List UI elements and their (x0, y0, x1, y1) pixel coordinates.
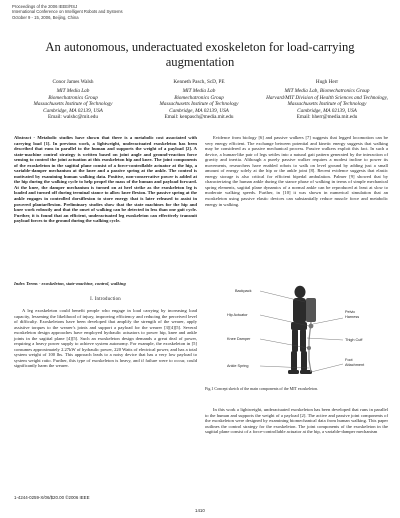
author-email: Email: walshc@mit.edu (47, 114, 98, 121)
author-name: Conor James Walsh (52, 79, 94, 85)
proceedings-header (12, 4, 123, 20)
intro-paragraph: A leg exoskeleton could benefit people who engage in load carrying by increasing load capacity, lessening the likelihood of injury, improving efficiency and reducing the perceived level of difficulty. Exoskeletons have been developed that amplify the strength of the wearer, apply assistive torques to the wearer's joints and support a payload for the wearer [3][4][5]. Several exoskeleton design approaches have employed hydraulic actuators to power hip, knee and ankle joints in the sagittal plane [4][5]. Such an exoskeleton design demands a great deal of power, requiring a heavy power supply to achieve system autonomy. For example, the exoskeleton in [5] consumes approximately 2.27kW of hydraulic power, 220 Watts of electrical power, and has a total system weight of 100 lbs. This approach leads to a noisy device that has a very low payload to system weight ratio. Further, this type of exoskeleton is heavy, and if failure were to occur, could significantly harm the wearer. (14, 308, 197, 369)
label-pelvic-harness-1: Pelvic (345, 310, 356, 314)
author-affiliation: Massachusetts Institute of Technology (33, 101, 113, 108)
label-backpack: Backpack (235, 289, 252, 293)
author-block (262, 79, 392, 120)
author-affiliation: Biomechatronics Group (48, 94, 98, 101)
author-email: Email: hherr@media.mit.edu (296, 114, 358, 121)
author-affiliation: Harvard/MIT Division of Health Sciences and Technology, (266, 94, 388, 101)
author-email: Email: kenpasch@media.mit.edu (164, 114, 234, 121)
author-affiliation: MIT Media Lab, Biomechatronics Group (284, 88, 370, 95)
author-affiliation: Cambridge, MA 02139, USA (43, 107, 103, 114)
backpack-shape (306, 298, 316, 322)
index-terms: Index Terms - exoskeleton, state-machine, control, walking (14, 281, 126, 286)
author-name: Hugh Herr (315, 79, 339, 85)
author-affiliation: Biomechatronics Group (174, 94, 224, 101)
label-foot-attachment-1: Foot (345, 358, 353, 362)
figure-caption: Fig.1 Concept sketch of the main components of the MIT exoskeleton. (205, 386, 319, 391)
author-block (140, 79, 258, 120)
label-foot-attachment-2: Attachment (345, 363, 365, 367)
proceedings-line: October 9 - 15, 2006, Beijing, China (12, 14, 79, 20)
page-number: 1410 (195, 508, 205, 513)
author-block (14, 79, 132, 120)
proceedings-line: Proceedings of the 2006 IEEE/RSJ (12, 4, 78, 9)
body-paragraph: In this work a lightweight, underactuated exoskeleton has been developed that runs in parallel to the human and supports the weight of a payload [2]. The active and passive joint components of the exoskeleton were designed by examining biomechanical data from human walking. This paper outlines the control strategy for the exoskeleton. The joint components of the exoskeleton in the sagittal plane consist of a force-controllable actuator at the hip, a variable-damper mechanism (205, 407, 388, 435)
author-affiliation: MIT Media Lab (182, 88, 216, 95)
author-affiliation: Cambridge, MA 02139, USA (297, 107, 357, 114)
hip-actuator-shape (309, 324, 314, 329)
label-thigh-cuff: Thigh Cuff (345, 338, 363, 342)
label-pelvic-harness-2: Harness (345, 315, 360, 319)
paper-title: An autonomous, underactuated exoskeleton for load-carrying augmentation (45, 40, 355, 69)
section-heading: I. Introduction (90, 297, 121, 302)
label-ankle-spring: Ankle Spring (227, 364, 249, 368)
exoskeleton-sketch (205, 282, 388, 382)
author-name: Kenneth Pasch, ScD, PE (173, 79, 225, 85)
author-affiliation: Massachusetts Institute of Technology (159, 101, 239, 108)
author-affiliation: Massachusetts Institute of Technology (287, 101, 367, 108)
abstract: Abstract - Metabolic studies have shown that there is a metabolic cost associated with carrying load [1]. In previous work, a lightweight, underactuated exoskeleton has been described that runs in parallel to the human and supports the weight of a payload [2]. A state-machine control strategy is written based on joint angle and ground-reaction force sensing to control the joint actuation at this exoskeleton hip and knee. The joint components of the exoskeleton in the sagittal plane consist of a force-controllable actuator at the hip, a variable-damper mechanism at the knee and a passive spring at the ankle. The control is motivated by examining human walking data. Positive, non-conservative power is added at the hip during the walking cycle to help propel the mass of the human and payload forward. At the knee, the damper mechanism is turned on at heel strike as the exoskeleton leg is loaded and turned off during terminal stance to allow knee flexion. The passive spring at the ankle engages in controlled dorsiflexion to store energy that is later released to assist in powered plantarflexion. Preliminary studies show that the state machines for the hip and knee work robustly and that the onset of walking can be detected in less than one gait cycle. Further, it is found that an efficient, underactuated leg exoskeleton can effectively transmit payload forces to the ground during the walking cycle. (14, 135, 197, 224)
label-hip-actuator: Hip Actuator (227, 313, 248, 317)
footer-code: 1-4244-0259-X/06/$20.00 ©2006 IEEE (14, 495, 90, 500)
author-affiliation: MIT Media Lab (56, 88, 90, 95)
figure-1 (205, 282, 388, 382)
proceedings-line: International Conference on Intelligent Robots and Systems (12, 9, 123, 15)
label-knee-damper: Knee Damper (227, 337, 251, 341)
body-paragraph: Evidence from biology [6] and passive walkers [7] suggests that legged locomotion can be very energy efficient. The exchange between potential and kinetic energy suggests that walking may be considered as a passive mechanical process. Passive walkers exploit this fact. In such a device, a human-like pair of legs settles into a natural gait pattern generated by the interaction of gravity and inertia. Although a purely passive walker requires a modest incline to power its movements, researchers have enabled robots to walk on level ground by adding just a small amount of energy solely at the hip or the ankle joint [8]. Recent evidence suggests that elastic energy storage is also critical for efficient bipedal ambulation. Palmer [9] showed that by characterizing the human ankle during the stance phase of walking in terms of simple mechanical spring elements, sagittal plane dynamics of a normal ankle can be reproduced at least at slow to moderate walking speeds. Further, in [10] it was shown in numerical simulation that an exoskeleton using passive elastic devices can substantially reduce muscle force and metabolic energy in walking. (205, 135, 388, 207)
author-affiliation: Cambridge, MA 02139, USA (169, 107, 229, 114)
